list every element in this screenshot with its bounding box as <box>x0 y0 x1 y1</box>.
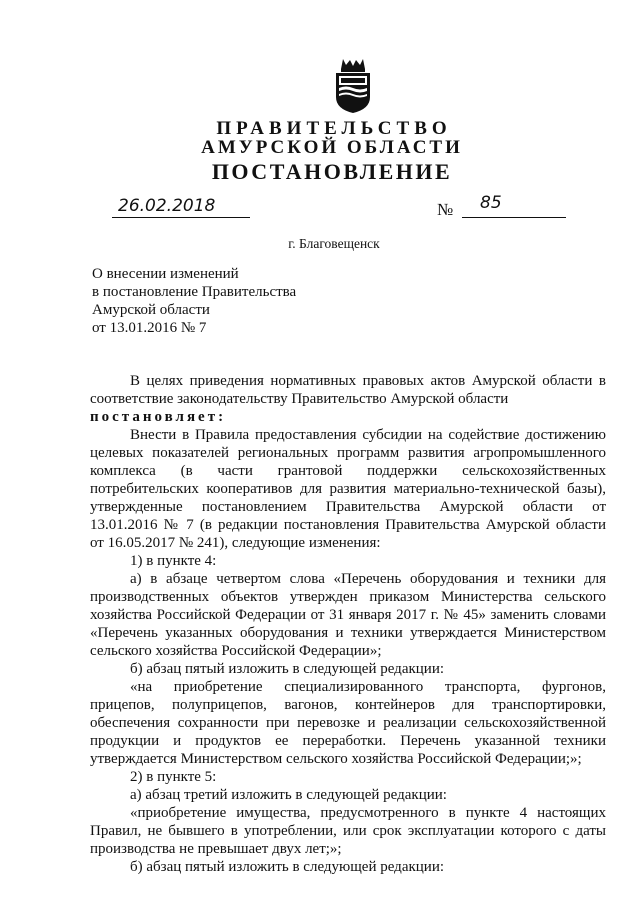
body-line: 13.01.2016 № 7 (в редакции постановления Правительства Амурской области <box>90 517 606 533</box>
body-line: производства не превышает двух лет;»; <box>90 841 342 857</box>
body-line: утверждается Министерством сельского хозяйства Российской Федерации;»; <box>90 751 582 767</box>
body-line: «приобретение имущества, предусмотренного в пункте 4 настоящих <box>130 805 606 821</box>
body-line: Правил, не бывшего в употреблении, или срок эксплуатации которого с даты <box>90 823 606 839</box>
subject-block <box>92 265 296 337</box>
subject-line: в постановление Правительства <box>92 284 297 300</box>
body-line: б) абзац пятый изложить в следующей редакции: <box>130 661 445 677</box>
handwritten-number: 85 <box>480 193 502 213</box>
date-underline <box>112 217 250 218</box>
subject-line: от 13.01.2016 № 7 <box>92 320 207 336</box>
body-line: Внести в Правила предоставления субсидии на содействие достижению <box>130 427 606 443</box>
coat-of-arms-emblem <box>330 55 376 115</box>
body-line: сельского хозяйства Российской Федерации»; <box>90 643 382 659</box>
subject-line: О внесении изменений <box>92 266 239 282</box>
body-line: потребительских кооперативов для развития материально-технической базы), <box>90 481 606 497</box>
body-line: продукции и продуктов ее переработки. Перечень указанной техники <box>90 733 606 749</box>
government-title: ПРАВИТЕЛЬСТВО <box>216 118 452 139</box>
body-line: хозяйства Российской Федерации от 31 января 2017 г. № 45» заменить словами <box>90 607 606 623</box>
region-title: АМУРСКОЙ ОБЛАСТИ <box>201 137 463 158</box>
body-line: а) в абзаце четвертом слова «Перечень оборудования и техники для <box>130 571 606 587</box>
body-line: 1) в пункте 4: <box>130 553 217 569</box>
intro-line: В целях приведения нормативных правовых актов Амурской области в <box>130 373 606 389</box>
body-line: б) абзац пятый изложить в следующей редакции: <box>130 859 445 875</box>
number-label: № <box>437 200 454 219</box>
intro-line: соответствие законодательству Правительство Амурской области <box>90 391 509 407</box>
body-line: комплекса (в части грантовой поддержки сельскохозяйственных <box>90 463 606 479</box>
number-underline <box>462 217 566 218</box>
handwritten-date: 26.02.2018 <box>118 196 216 216</box>
document-body <box>90 372 606 876</box>
document-type-title: ПОСТАНОВЛЕНИЕ <box>211 159 453 184</box>
body-line: от 16.05.2017 № 241), следующие изменения: <box>90 535 381 551</box>
city-line: г. Благовещенск <box>288 236 380 251</box>
body-line: «на приобретение специализированного транспорта, фургонов, <box>130 679 606 695</box>
body-line: а) абзац третий изложить в следующей редакции: <box>130 787 447 803</box>
body-line: производственных объектов утвержден приказом Министерства сельского <box>90 589 606 605</box>
subject-line: Амурской области <box>92 302 210 318</box>
body-line: «Перечень указанных оборудования и техники утверждается Министерством <box>90 625 606 641</box>
body-line: целевых показателей региональных программ развития агропромышленного <box>90 445 606 461</box>
body-line: утвержденные постановлением Правительства Амурской области от <box>90 499 606 515</box>
body-line: обеспечения сохранности при перевозке и реализации сельскохозяйственной <box>90 715 606 731</box>
decree-word: постановляет: <box>90 409 227 425</box>
body-line: 2) в пункте 5: <box>130 769 217 785</box>
body-line: прицепов, полуприцепов, вагонов, контейнеров для транспортировки, <box>90 697 606 713</box>
